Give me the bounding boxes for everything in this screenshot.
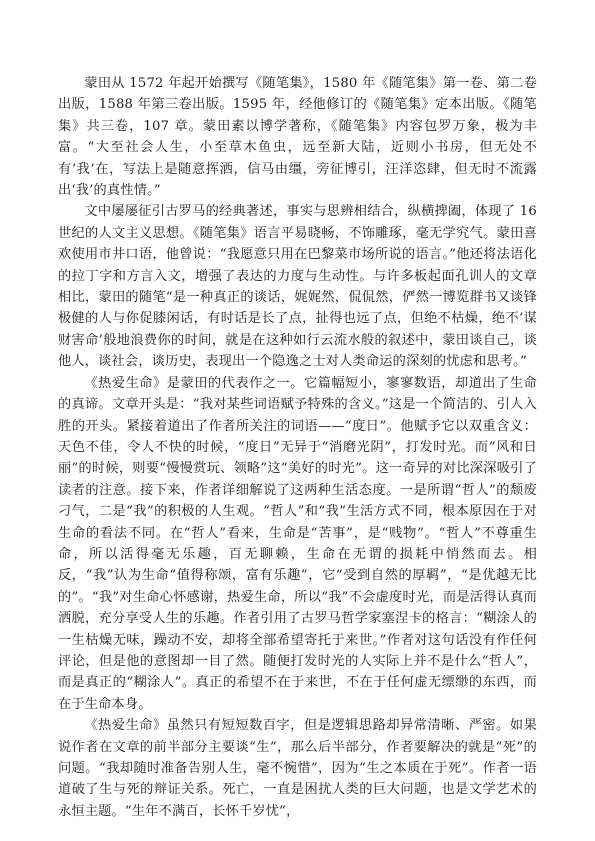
paragraph-3: 《热爱生命》是蒙田的代表作之一。它篇幅短小，寥寥数语，却道出了生命的真谛。文章开头是：“我对某些词语赋予特殊的含义。”这是一个简洁的、引人入胜的开头。紧接着道出了作者所关注的词语——“度日”。他赋予它以双重含义：天色不佳，令人不快的时候，“度日”无异于“消磨光阴”，打发时光。而“风和日丽”的时候，则要“慢慢赏玩、领略”这“美好的时光”。这一奇异的对比深深吸引了读者的注意。接下来，作者详细解说了这两种生活态度。一是所谓“哲人”的颓废刁气，二是“我”的积极的人生观。“哲人”和“我”生活方式不同，根本原因在于对生命的看法不同。在“哲人”看来，生命是“苦事”，是“贱物”。“哲人”不尊重生命，所以活得毫无乐趣，百无聊赖，生命在无谓的损耗中悄然而去。相反，“我”认为生命“值得称颂，富有乐趣”，它“受到自然的厚羁”，“是优越无比的”。“我”对生命心怀感谢，热爱生命，所以“我”不会虚度时光，而是活得认真而洒脱，充分享受人生的乐趣。作者引用了古罗马哲学家塞涅卡的格言：“糊涂人的一生枯燥无味，躁动不安，却将全部希望寄托于来世。”作者对这句话没有作任何评论，但是他的意图却一目了然。随便打发时光的人实际上并不是什么“哲人”，而是真正的“糊涂人”。真正的希望不在于来世，不在于任何虚无缥缈的东西，而在于生命本身。 bbox=[58, 375, 537, 712]
paragraph-2: 文中屡屡征引古罗马的经典著述，事实与思辨相结合，纵横捭阖，体现了 16 世纪的人文主义思想。《随笔集》语言平易晓畅，不饰雕琢，毫无学究气。蒙田喜欢使用市井口语，他曾说：“我愿意只用在巴黎菜市场所说的语言。”他还将法语化的拉丁字和方言入文，增强了表达的力度与生动性。与许多板起面孔训人的文章相比，蒙田的随笔“是一种真正的谈话，娓娓然，侃侃然，俨然一博览群书又谈锋极健的人与你促膝闲话，有时话是长了点，扯得也远了点，但绝不枯燥，绝不‘谋财害命’般地浪费你的时间，就是在这种如行云流水般的叙述中，蒙田谈自己，谈他人，谈社会，谈历史，表现出一个隐逸之士对人类命运的深刻的忧虑和思考。” bbox=[58, 204, 537, 370]
paragraph-4: 《热爱生命》虽然只有短短数百字，但是逻辑思路却异常清晰、严密。如果说作者在文章的前半部分主要谈“生”，那么后半部分，作者要解决的就是“死”的问题。“我却随时准备告别人生，毫不惋惜”，因为“生之本质在于死”。作者一语道破了生与死的辩证关系。死亡，一直是困扰人类的巨大问题，也是文学艺术的永恒主题。“生年不满百，长怀千岁忧”， bbox=[58, 718, 537, 819]
paragraph-1: 蒙田从 1572 年起开始撰写《随笔集》，1580 年《随笔集》第一卷、第二卷出版，1588 年第三卷出版。1595 年，经他修订的《随笔集》定本出版。《随笔集》共三卷，107 章。蒙田素以博学著称，《随笔集》内容包罗万象，极为丰富。“大至社会人生，小至草木鱼虫，远至新大陆，近则小书房，但无处不有‘我’在，写法上是随意挥洒，信马由缰，旁征博引，汪洋恣肆，但无时不流露出‘我’的真性情。” bbox=[58, 76, 537, 199]
